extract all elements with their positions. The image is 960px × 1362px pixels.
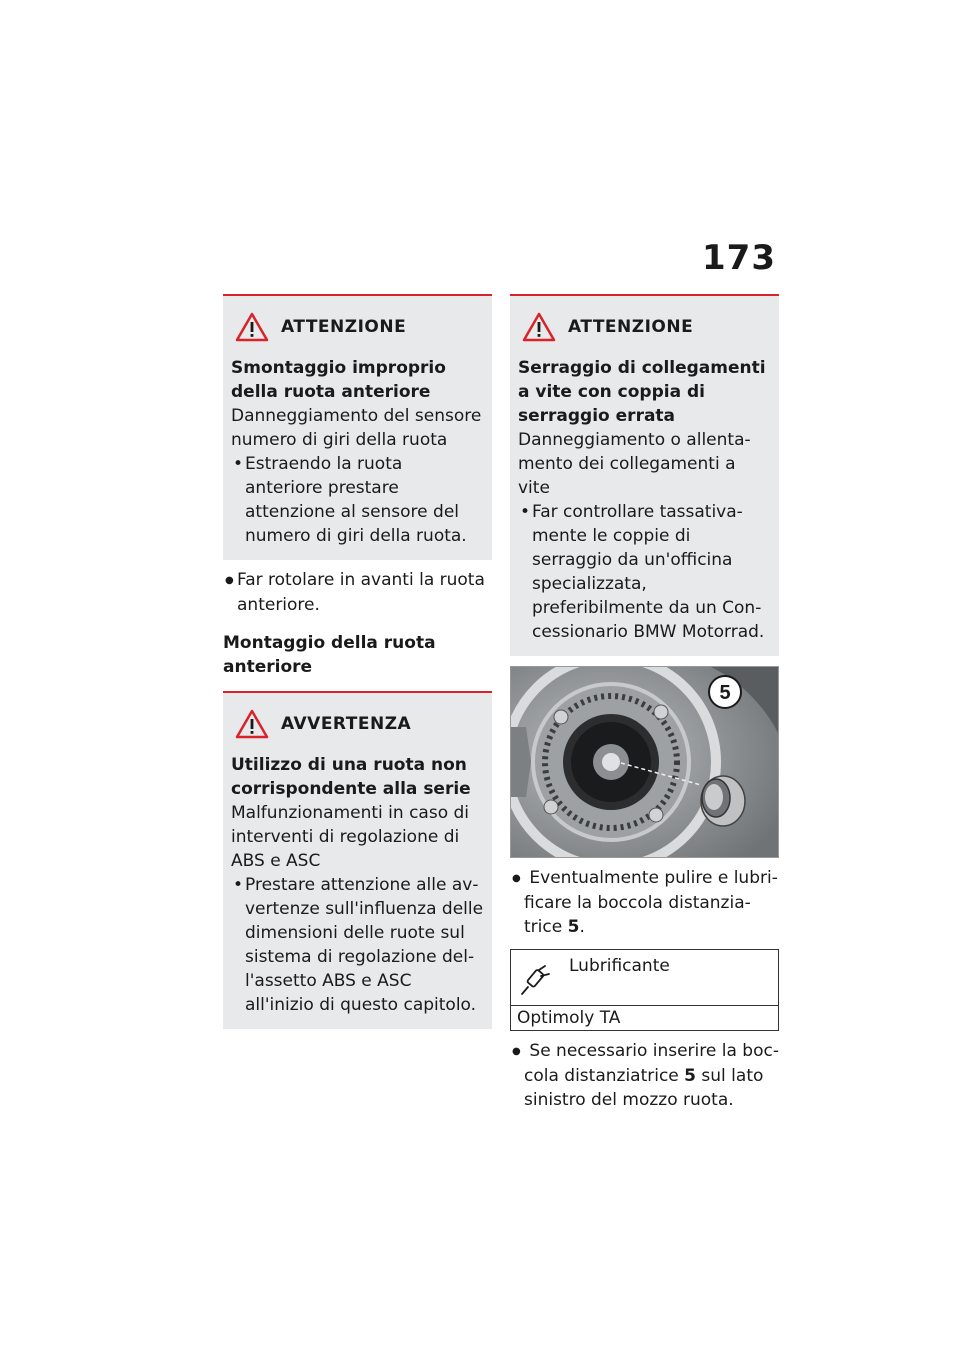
lubricant-table bbox=[510, 949, 779, 1031]
warning-subject: Serraggio di collegamenti a vite con coppia di serraggio errata bbox=[518, 358, 766, 426]
step-roll-wheel: ● Far rotolare in avanti la ruota anteriore. bbox=[223, 568, 492, 617]
warning-title: AVVERTENZA bbox=[281, 714, 412, 734]
step-clean-lubricate: ● Eventualmente pulire e lubrificare la boccola distanziatrice 5. bbox=[510, 866, 779, 939]
warning-subject: Utilizzo di una ruota non corrispondente alla serie bbox=[231, 755, 471, 799]
warning-effect: Danneggiamento o allentamento dei collegamenti a vite bbox=[518, 430, 751, 498]
right-column bbox=[510, 294, 779, 1112]
warning-action: • Prestare attenzione alle avvertenze sull'influenza delle dimensioni delle ruote sul sistema di regolazione dell'assetto ABS e ASC all'inizio di questo capitolo. bbox=[231, 873, 484, 1017]
warning-triangle-icon bbox=[235, 312, 269, 342]
figure-callout-label: 5 bbox=[719, 682, 731, 704]
warning-box-avvertenza bbox=[223, 691, 492, 1029]
warning-triangle-icon bbox=[522, 312, 556, 342]
step-insert-spacer: ● Se necessario inserire la boccola distanziatrice 5 sul lato sinistro del mozzo ruota. bbox=[510, 1039, 779, 1112]
warning-action: • Far controllare tassativamente le coppie di serraggio da un'officina specializzata, preferibilmente da un Concessionario BMW Motorrad. bbox=[518, 500, 771, 644]
warning-effect: Malfunzionamenti in caso di interventi di regolazione di ABS e ASC bbox=[231, 803, 470, 871]
left-column bbox=[223, 294, 492, 1029]
page-number: 173 bbox=[702, 238, 776, 278]
warning-effect: Danneggiamento del sensore numero di giri della ruota bbox=[231, 406, 482, 450]
lubricant-product: Optimoly TA bbox=[517, 1008, 621, 1028]
warning-box-attenzione-1 bbox=[223, 294, 492, 560]
section-heading: Montaggio della ruota anteriore bbox=[223, 633, 436, 677]
warning-title: ATTENZIONE bbox=[281, 317, 407, 337]
warning-action: • Estraendo la ruota anteriore prestare attenzione al sensore del numero di giri della ruota. bbox=[231, 452, 484, 548]
grease-gun-icon bbox=[519, 964, 553, 998]
lubricant-label: Lubrificante bbox=[569, 956, 670, 976]
warning-title: ATTENZIONE bbox=[568, 317, 694, 337]
wheel-hub-photo bbox=[510, 666, 779, 858]
warning-box-attenzione-2 bbox=[510, 294, 779, 656]
warning-subject: Smontaggio improprio della ruota anteriore bbox=[231, 358, 446, 402]
warning-triangle-icon bbox=[235, 709, 269, 739]
